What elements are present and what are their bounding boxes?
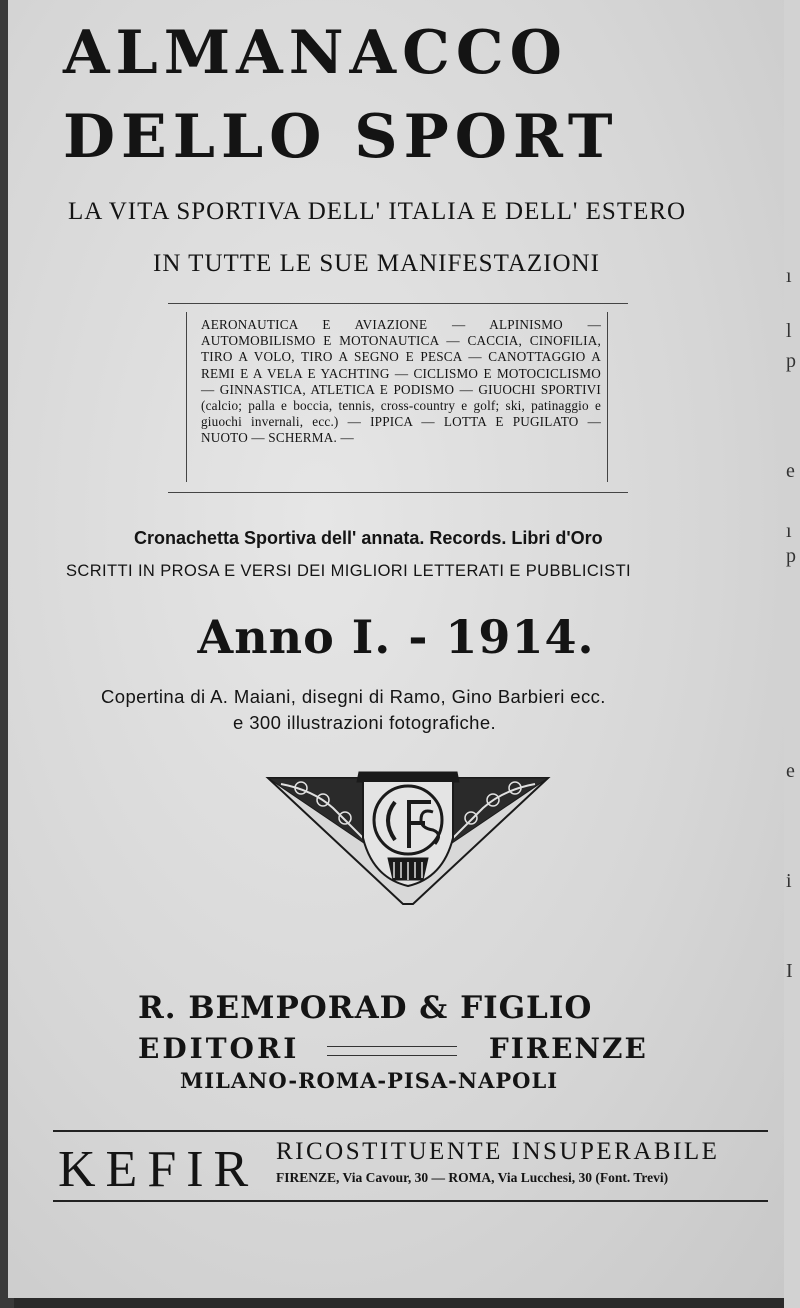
double-rule	[327, 1046, 457, 1056]
advert-bottom-rule	[53, 1200, 768, 1202]
sports-list-text: AERONAUTICA E AVIAZIONE — ALPINISMO — AUTOMOBILISMO E MOTONAUTICA — CACCIA, CINOFILIA, TIRO A VOLO, TIRO A SEGNO E PESCA — CANOTTAGGIO A REMI E A VELA E YACHTING — CICLISMO E MOTOCICLISMO — GINNASTICA, ATLETICA E PODISMO — GIUOCHI SPORTIVI (calcio; palla e boccia, tennis, cross-country e golf; ski, patinaggio e giuochi invernali, ecc.) — IPPICA — LOTTA E PUGILATO — NUOTO — SCHERMA. —	[186, 312, 608, 482]
publisher-city: FIRENZE	[488, 1032, 648, 1065]
advert-addresses: FIRENZE, Via Cavour, 30 — ROMA, Via Lucchesi, 30 (Font. Trevi)	[276, 1170, 669, 1185]
subtitle-line-1: LA VITA SPORTIVA DELL' ITALIA E DELL' ESTERO	[68, 198, 687, 225]
advert-top-rule	[53, 1130, 768, 1132]
scritti-line: SCRITTI IN PROSA E VERSI DEI MIGLIORI LETTERATI E PUBBLICISTI	[66, 562, 632, 580]
emblem-icon	[263, 768, 553, 908]
advert-tagline: RICOSTITUENTE INSUPERABILE	[276, 1138, 720, 1165]
publisher-editori-row	[138, 1032, 698, 1065]
subtitle-line-2: IN TUTTE LE SUE MANIFESTAZIONI	[153, 250, 600, 277]
sports-list-box	[168, 303, 628, 493]
advert-brand: KEFIR	[58, 1141, 259, 1198]
editori-label: EDITORI	[138, 1032, 300, 1065]
publisher-name: R. BEMPORAD & FIGLIO	[138, 990, 593, 1026]
edition-year: Anno I. - 1914.	[197, 610, 595, 664]
title-line-1: ALMANACCO	[63, 18, 568, 88]
cronachetta-line: Cronachetta Sportiva dell' annata. Records. Libri d'Oro	[134, 528, 603, 548]
copertina-line-2: e 300 illustrazioni fotografiche.	[233, 712, 497, 733]
cover-page	[8, 0, 784, 1298]
copertina-line-1: Copertina di A. Maiani, disegni di Ramo, Gino Barbieri ecc.	[101, 686, 606, 707]
publisher-branches: MILANO-ROMA-PISA-NAPOLI	[180, 1068, 559, 1093]
title-line-2: DELLO SPORT	[63, 102, 619, 172]
adjacent-page-edge: ı l p e ı p e i I	[784, 0, 800, 1308]
